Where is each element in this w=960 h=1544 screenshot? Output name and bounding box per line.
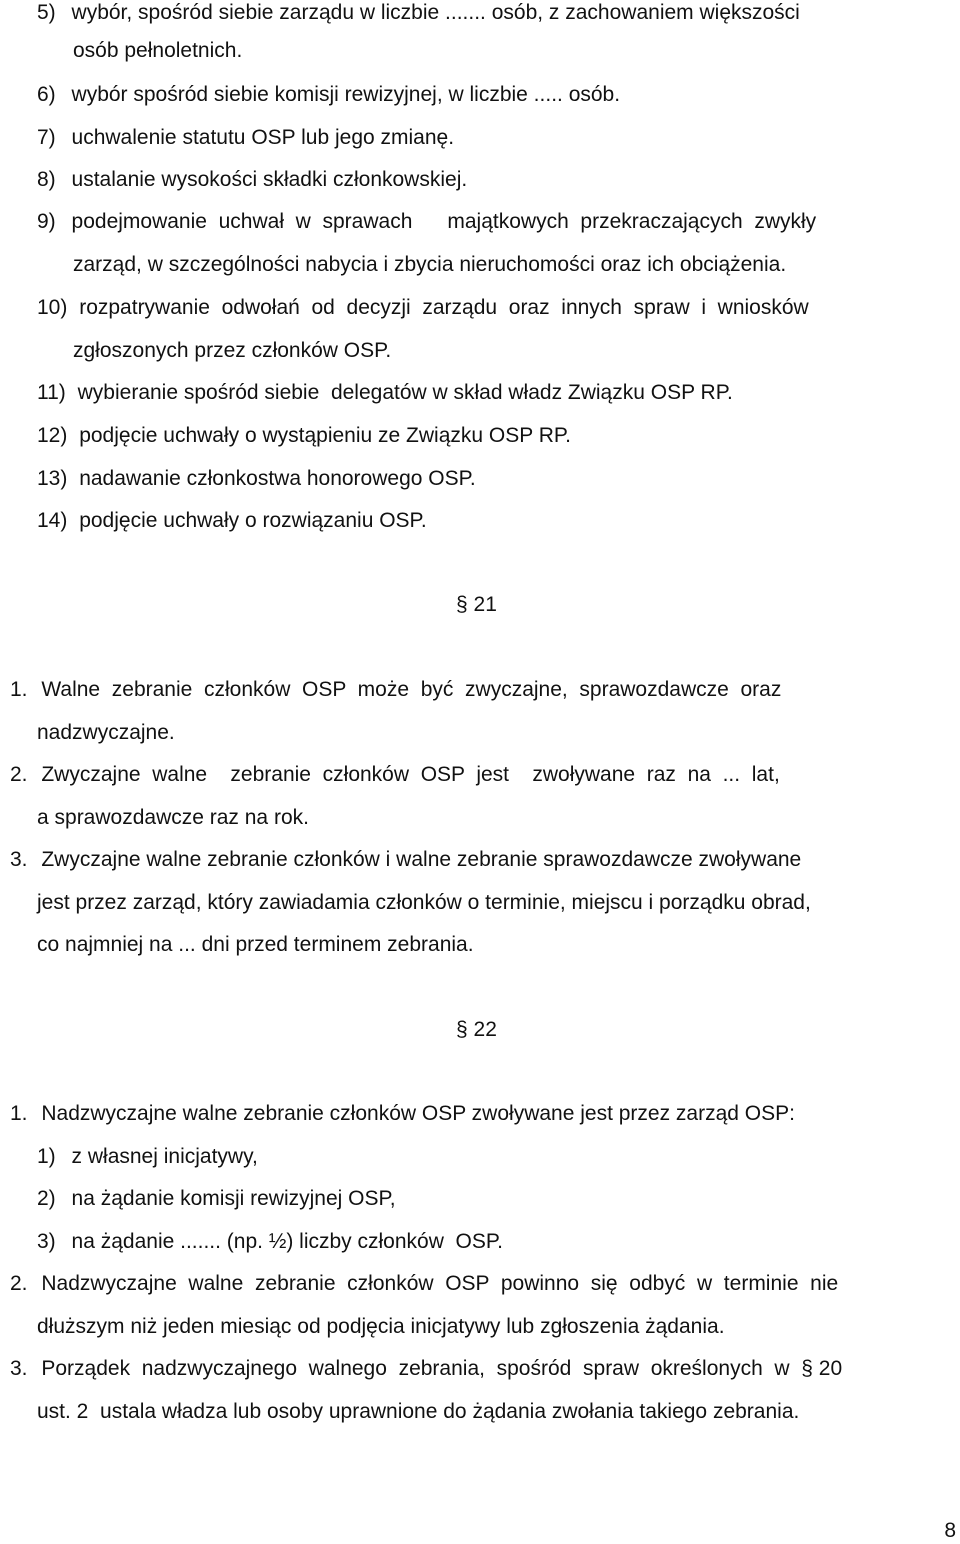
list-item-5: [37, 0, 800, 26]
list-item-5-cont: osób pełnoletnich.: [73, 39, 243, 62]
list-item-6: [37, 82, 620, 108]
list-item-text: rozpatrywanie odwołań od decyzji zarządu oraz innych spraw i wniosków: [79, 296, 809, 319]
list-item-10: [37, 295, 809, 321]
section-22-item-3: [10, 1356, 842, 1382]
list-item-number: 12): [37, 424, 68, 447]
item-number: 3.: [10, 1357, 28, 1380]
item-text: Porządek nadzwyczajnego walnego zebrania, spośród spraw określonych w § 20: [41, 1357, 843, 1380]
list-item-text: wybieranie spośród siebie delegatów w skład władz Związku OSP RP.: [77, 381, 733, 404]
item-text: Nadzwyczajne walne zebranie członków OSP powinno się odbyć w terminie nie: [41, 1272, 839, 1295]
list-item-number: 7): [37, 126, 56, 149]
section-22-item-1: [10, 1101, 795, 1127]
section-22-subitem-1: [37, 1144, 258, 1170]
list-item-9-cont: zarząd, w szczególności nabycia i zbycia nieruchomości oraz ich obciążenia.: [73, 253, 787, 276]
section-22-item-3-cont: ust. 2 ustala władza lub osoby uprawnione do żądania zwołania takiego zebrania.: [37, 1400, 800, 1423]
list-item-number: 11): [37, 381, 66, 404]
list-item-number: 10): [37, 296, 68, 319]
item-number: 1.: [10, 1102, 28, 1125]
list-item-number: 13): [37, 467, 68, 490]
section-21-item-3-cont: jest przez zarząd, który zawiadamia członków o terminie, miejscu i porządku obrad,: [37, 891, 811, 914]
section-22-subitem-2: [37, 1186, 396, 1212]
list-item-8: [37, 167, 467, 193]
list-item-13: [37, 466, 476, 492]
list-item-text: ustalanie wysokości składki członkowskiej.: [71, 168, 468, 191]
list-item-14: [37, 508, 427, 534]
section-22-item-2-cont: dłuższym niż jeden miesiąc od podjęcia inicjatywy lub zgłoszenia żądania.: [37, 1315, 725, 1338]
item-text: Zwyczajne walne zebranie członków OSP jest zwoływane raz na ... lat,: [41, 763, 780, 786]
list-item-number: 8): [37, 168, 56, 191]
list-item-number: 9): [37, 210, 56, 233]
subitem-text: na żądanie ....... (np. ½) liczby członków OSP.: [71, 1230, 504, 1253]
list-item-text: uchwalenie statutu OSP lub jego zmianę.: [71, 126, 455, 149]
section-22-subitem-3: [37, 1229, 503, 1255]
item-number: 2.: [10, 1272, 28, 1295]
section-22-item-2: [10, 1271, 838, 1297]
list-item-9: [37, 209, 956, 235]
list-item-text: podjęcie uchwały o wystąpieniu ze Związku OSP RP.: [79, 424, 572, 447]
list-item-text: wybór, spośród siebie zarządu w liczbie ....... osób, z zachowaniem większości: [71, 1, 800, 24]
list-item-7: [37, 125, 454, 151]
list-item-text: podjęcie uchwały o rozwiązaniu OSP.: [79, 509, 427, 532]
list-item-12: [37, 423, 571, 449]
item-number: 3.: [10, 848, 28, 871]
item-text: Nadzwyczajne walne zebranie członków OSP zwoływane jest przez zarząd OSP:: [41, 1102, 795, 1125]
item-text: Walne zebranie członków OSP może być zwyczajne, sprawozdawcze oraz: [41, 678, 782, 701]
section-heading-22: § 22: [456, 1018, 497, 1041]
subitem-number: 1): [37, 1145, 56, 1168]
item-number: 1.: [10, 678, 28, 701]
item-number: 2.: [10, 763, 28, 786]
section-21-item-1: [10, 677, 781, 703]
list-item-number: 6): [37, 83, 56, 106]
list-item-10-cont: zgłoszonych przez członków OSP.: [73, 339, 392, 362]
section-21-item-3: [10, 847, 801, 873]
item-text: Zwyczajne walne zebranie członków i walne zebranie sprawozdawcze zwoływane: [41, 848, 802, 871]
subitem-number: 2): [37, 1187, 56, 1210]
section-21-item-2-cont: a sprawozdawcze raz na rok.: [37, 806, 309, 829]
subitem-number: 3): [37, 1230, 56, 1253]
list-item-11: [37, 380, 733, 406]
subitem-text: z własnej inicjatywy,: [71, 1145, 258, 1168]
page-number: 8: [944, 1519, 956, 1542]
list-item-text: podejmowanie uchwał w sprawach majątkowych przekraczających zwykły: [71, 210, 817, 233]
list-item-number: 5): [37, 1, 56, 24]
section-21-item-2: [10, 762, 780, 788]
list-item-text: nadawanie członkostwa honorowego OSP.: [79, 467, 476, 490]
subitem-text: na żądanie komisji rewizyjnej OSP,: [71, 1187, 396, 1210]
list-item-text: wybór spośród siebie komisji rewizyjnej, w liczbie ..... osób.: [71, 83, 621, 106]
list-item-number: 14): [37, 509, 68, 532]
section-21-item-3-cont2: co najmniej na ... dni przed terminem zebrania.: [37, 933, 474, 956]
section-21-item-1-cont: nadzwyczajne.: [37, 721, 175, 744]
section-heading-21: § 21: [456, 593, 497, 616]
